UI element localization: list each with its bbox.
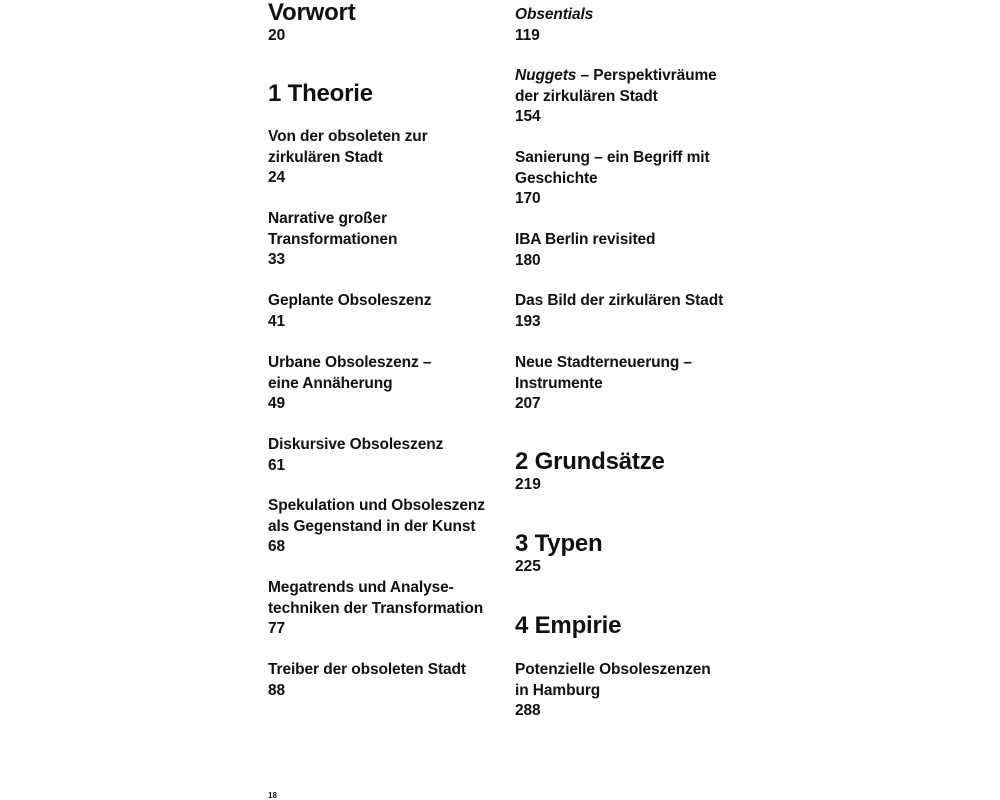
toc-entry[interactable] bbox=[515, 353, 755, 415]
toc-entry-title: Sanierung – ein Begriff mit Geschichte bbox=[515, 149, 710, 187]
chapter-2-page: 219 bbox=[515, 476, 541, 493]
toc-entry-page: 24 bbox=[268, 169, 286, 186]
toc-entry[interactable] bbox=[268, 127, 503, 189]
toc-entry-title: Megatrends und Analyse- techniken der Transformation bbox=[268, 579, 484, 617]
toc-entry-title bbox=[515, 66, 755, 107]
toc-entry-page: 33 bbox=[268, 251, 286, 268]
chapter-1-title: 1 Theorie bbox=[268, 80, 373, 107]
toc-vorwort[interactable] bbox=[268, 0, 503, 47]
chapter-4-title: 4 Empirie bbox=[515, 612, 622, 639]
toc-entry-page: 180 bbox=[515, 251, 541, 269]
toc-entry[interactable] bbox=[515, 230, 755, 271]
toc-entry-page: 288 bbox=[515, 702, 541, 719]
toc-entry-title: Diskursive Obsoleszenz bbox=[268, 436, 444, 453]
toc-entry-page: 77 bbox=[268, 620, 286, 637]
toc-entry-page: 119 bbox=[515, 26, 540, 44]
toc-entry-obsentials[interactable] bbox=[515, 5, 755, 46]
toc-entry-title: Von der obsoleten zur zirkulären Stadt bbox=[268, 128, 428, 166]
toc-entry-page: 41 bbox=[268, 312, 286, 330]
toc-entry-title: Das Bild der zirkulären Stadt bbox=[515, 292, 724, 309]
toc-entry[interactable] bbox=[268, 209, 503, 271]
toc-entry-title: Treiber der obsoleten Stadt bbox=[268, 661, 466, 678]
toc-entry-page: 61 bbox=[268, 456, 286, 474]
chapter-4-heading[interactable] bbox=[515, 613, 755, 639]
nuggets-italic: Nuggets bbox=[515, 67, 577, 84]
nuggets-rest: – Perspektivräume der zirkulären Stadt bbox=[515, 67, 717, 105]
chapter-3-title: 3 Typen bbox=[515, 530, 603, 557]
toc-entry[interactable] bbox=[515, 660, 755, 722]
toc-entry-title: Obsentials bbox=[515, 6, 594, 23]
toc-entry-page: 193 bbox=[515, 312, 541, 330]
toc-entry[interactable] bbox=[268, 435, 503, 476]
page-number: 18 bbox=[268, 791, 277, 800]
chapter-2-heading[interactable] bbox=[515, 449, 755, 496]
toc-entry-page: 207 bbox=[515, 395, 541, 412]
chapter-2-title: 2 Grundsätze bbox=[515, 448, 665, 475]
toc-entry[interactable] bbox=[268, 353, 503, 415]
toc-entry[interactable] bbox=[268, 660, 503, 701]
toc-entry-title: Urbane Obsoleszenz – eine Annäherung bbox=[268, 354, 432, 392]
toc-entry[interactable] bbox=[268, 496, 503, 558]
toc-entry[interactable] bbox=[515, 291, 755, 332]
toc-entry-title: Narrative großer Transformationen bbox=[268, 210, 398, 248]
toc-entry-title: Potenzielle Obsoleszenzen in Hamburg bbox=[515, 661, 711, 699]
toc-entry-nuggets[interactable] bbox=[515, 66, 755, 128]
toc-entry[interactable] bbox=[515, 148, 755, 210]
toc-entry-title: Spekulation und Obsoleszenz als Gegenstand in der Kunst bbox=[268, 497, 485, 535]
chapter-3-heading[interactable] bbox=[515, 531, 755, 578]
chapter-3-page: 225 bbox=[515, 558, 541, 575]
toc-entry-page: 49 bbox=[268, 395, 286, 412]
toc-entry[interactable] bbox=[268, 578, 503, 640]
toc-entry-page: 154 bbox=[515, 108, 541, 125]
toc-entry-title: IBA Berlin revisited bbox=[515, 231, 656, 248]
toc-entry-page: 68 bbox=[268, 538, 286, 555]
chapter-1-heading[interactable] bbox=[268, 81, 503, 107]
toc-entry-title: Neue Stadterneuerung – Instrumente bbox=[515, 354, 692, 392]
toc-entry-page: 88 bbox=[268, 681, 286, 699]
toc-entry-title: Geplante Obsoleszenz bbox=[268, 292, 432, 309]
vorwort-page: 20 bbox=[268, 27, 286, 44]
vorwort-title: Vorwort bbox=[268, 0, 356, 26]
toc-entry-page: 170 bbox=[515, 190, 541, 207]
toc-entry[interactable] bbox=[268, 291, 503, 332]
